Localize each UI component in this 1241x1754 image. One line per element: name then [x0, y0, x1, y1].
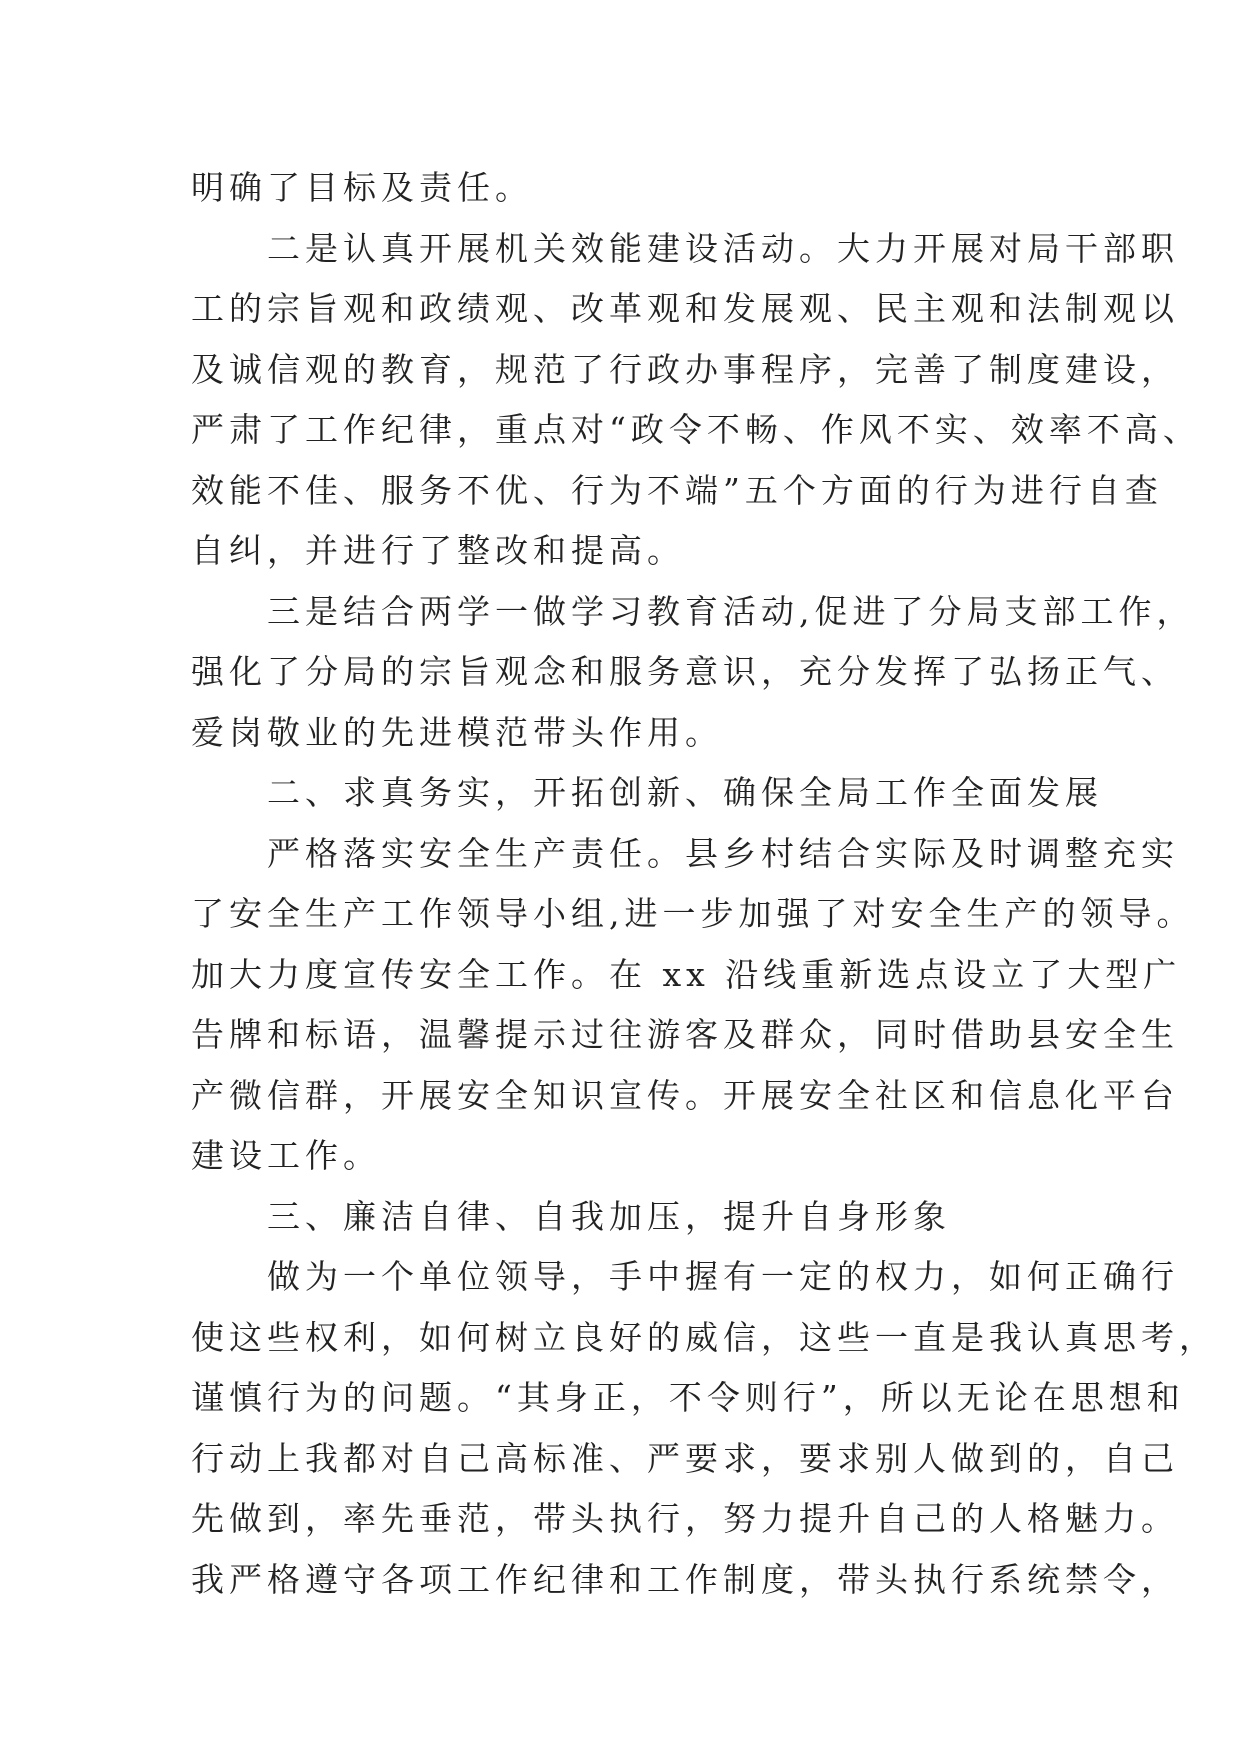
text-line: 建设工作。 [191, 1136, 381, 1175]
document-body [191, 158, 1217, 1610]
paragraph-start-line: 严格落实安全生产责任。县乡村结合实际及时调整充实 [267, 833, 1179, 873]
paragraph-start-line: 做为一个单位领导，手中握有一定的权力，如何正确行 [267, 1257, 1179, 1296]
text-line: 先做到，率先垂范，带头执行，努力提升自己的人格魅力。 [191, 1499, 1179, 1538]
text-line: 自纠，并进行了整改和提高。 [191, 531, 685, 570]
text-line: 加大力度宣传安全工作。在 xx 沿线重新选点设立了大型广 [191, 954, 1182, 994]
text-line: 明确了目标及责任。 [191, 168, 533, 207]
text-line: 了安全生产工作领导小组,进一步加强了对安全生产的领导。 [191, 894, 1195, 933]
section-heading: 三、廉洁自律、自我加压，提升自身形象 [267, 1196, 951, 1236]
text-line: 效能不佳、服务不优、行为不端”五个方面的行为进行自查 [191, 470, 1163, 510]
paragraph-start-line: 二是认真开展机关效能建设活动。大力开展对局干部职 [267, 228, 1179, 268]
text-line: 产微信群，开展安全知识宣传。开展安全社区和信息化平台 [191, 1075, 1179, 1115]
text-line: 爱岗敬业的先进模范带头作用。 [191, 712, 723, 752]
text-line: 及诚信观的教育，规范了行政办事程序，完善了制度建设， [191, 349, 1179, 389]
text-line: 工的宗旨观和政绩观、改革观和发展观、民主观和法制观以 [191, 289, 1179, 328]
text-line: 我严格遵守各项工作纪律和工作制度，带头执行系统禁令， [191, 1559, 1179, 1599]
paragraph-start-line: 三是结合两学一做学习教育活动,促进了分局支部工作， [267, 591, 1195, 631]
text-line: 强化了分局的宗旨观念和服务意识，充分发挥了弘扬正气、 [191, 652, 1179, 691]
text-line: 告牌和标语，温馨提示过往游客及群众，同时借助县安全生 [191, 1015, 1179, 1054]
section-heading: 二、求真务实，开拓创新、确保全局工作全面发展 [267, 773, 1103, 812]
text-line: 使这些权利，如何树立良好的威信，这些一直是我认真思考， [191, 1317, 1217, 1357]
text-line: 行动上我都对自己高标准、严要求，要求别人做到的，自己 [191, 1438, 1179, 1478]
text-line: 谨慎行为的问题。“其身正，不令则行”，所以无论在思想和 [191, 1378, 1185, 1417]
text-line: 严肃了工作纪律，重点对“政令不畅、作风不实、效率不高、 [191, 410, 1201, 449]
